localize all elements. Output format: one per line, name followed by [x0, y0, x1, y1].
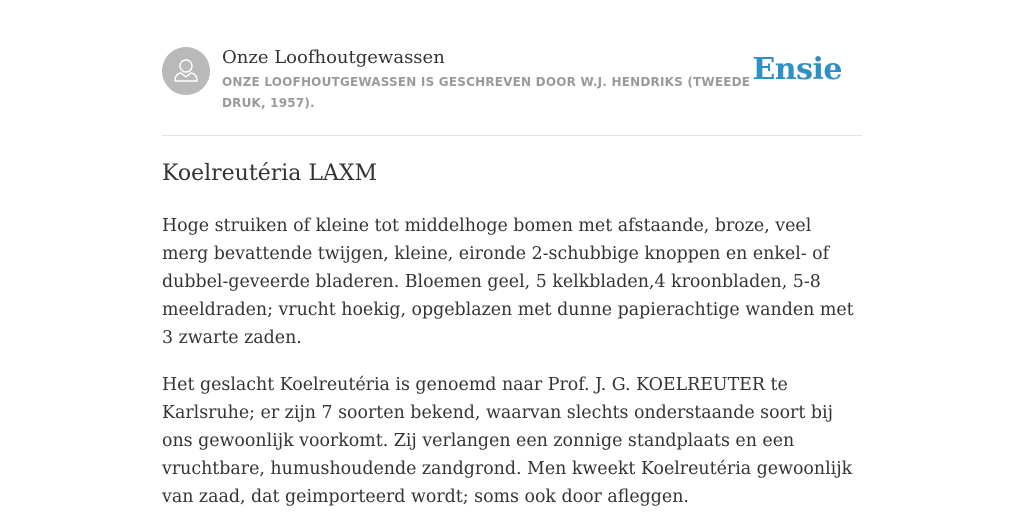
book-header	[162, 0, 862, 136]
page-container	[162, 0, 862, 507]
user-icon	[162, 47, 210, 95]
author-avatar[interactable]	[162, 47, 210, 95]
entry-paragraph: Hoge struiken of kleine tot middelhoge bomen met afstaande, broze, veel merg bevattende twijgen, kleine, eironde 2-schubbige knoppen en enkel- of dubbel-geveerde bladeren. Bloemen geel, 5 kelkbladen,4 kroonbladen, 5-8 meeldraden; vrucht hoekig, opgeblazen met dunne papierachtige wanden met 3 zwarte zaden.	[162, 216, 854, 348]
book-info	[222, 45, 762, 114]
book-description: ONZE LOOFHOUTGEWASSEN IS GESCHREVEN DOOR W.J. HENDRIKS (TWEEDE DRUK, 1957).	[222, 75, 751, 110]
ensie-logo[interactable]: Ensie	[752, 52, 842, 87]
entry-title: Koelreutéria LAXM	[162, 161, 378, 186]
entry-paragraph: Het geslacht Koelreutéria is genoemd naar Prof. J. G. KOELREUTER te Karlsruhe; er zijn 7 soorten bekend, waarvan slechts onderstaande soort bij ons gewoonlijk voorkomt. Zij verlangen een zonnige standplaats en een vruchtbare, humushoudende zandgrond. Men kweekt Koelreutéria gewoonlijk van zaad, dat geimporteerd wordt; soms ook door afleggen.	[162, 375, 853, 507]
book-title[interactable]: Onze Loofhoutgewassen	[222, 47, 445, 68]
entry-body	[162, 212, 862, 530]
